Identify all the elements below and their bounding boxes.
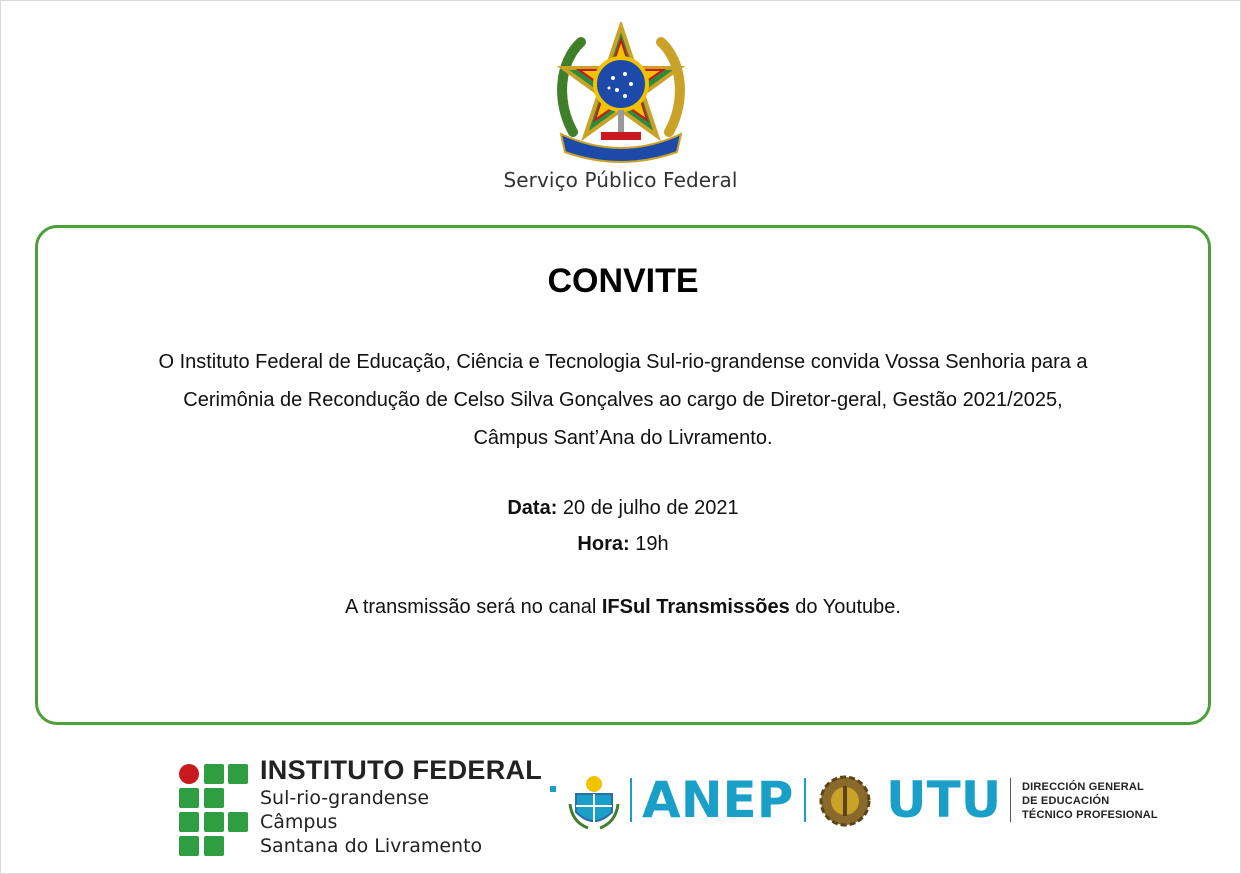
event-details [38,490,1208,562]
invitation-title: CONVITE [547,262,699,300]
time-line [38,526,1208,562]
divider-3 [1010,778,1011,822]
time-value: 19h [629,533,669,555]
utu-wordmark: UTU [886,771,1002,829]
date-value: 20 de julho de 2021 [557,497,739,519]
instituto-federal-text [260,754,542,858]
coat-of-arms-icon [551,22,691,164]
direccion-text [1022,780,1158,822]
date-line [38,490,1208,526]
footer [0,750,1241,860]
dir-line-1: DIRECCIÓN GENERAL [1022,781,1144,793]
invitation-paragraph: O Instituto Federal de Educação, Ciência e Tecnologia Sul-rio-grandense convida Vossa Senhoria para a Cerimônia de Recondução de Celso Silva Gonçalves ao cargo de Diretor-geral, Gestão 2021/2025, Câmpus Sant’Ana do Livramento. [158,351,1088,449]
header [0,22,1241,192]
stream-line [38,596,1208,619]
small-square-icon [550,786,556,792]
dir-line-3: TÉCNICO PROFESIONAL [1022,809,1158,821]
divider-1 [630,778,632,822]
gear-emblem-icon [816,772,874,830]
service-label: Serviço Público Federal [503,168,738,192]
date-label: Data: [507,497,558,519]
stream-channel: IFSul Transmissões [601,596,790,618]
instituto-federal-logo-icon [178,756,250,856]
if-line-3: Santana do Livramento [260,835,483,857]
invitation-card [35,225,1211,725]
uruguay-shield-icon [568,774,620,830]
dir-line-2: DE EDUCACIÓN [1022,795,1110,807]
time-label: Hora: [577,533,630,555]
if-line-2: Câmpus [260,811,338,833]
stream-prefix: A transmissão será no canal [345,596,602,618]
stream-suffix: do Youtube. [789,596,901,618]
if-title: INSTITUTO FEDERAL [260,755,543,785]
if-line-1: Sul-rio-grandense [260,787,430,809]
divider-2 [804,778,806,822]
anep-wordmark: ANEP [642,771,794,829]
